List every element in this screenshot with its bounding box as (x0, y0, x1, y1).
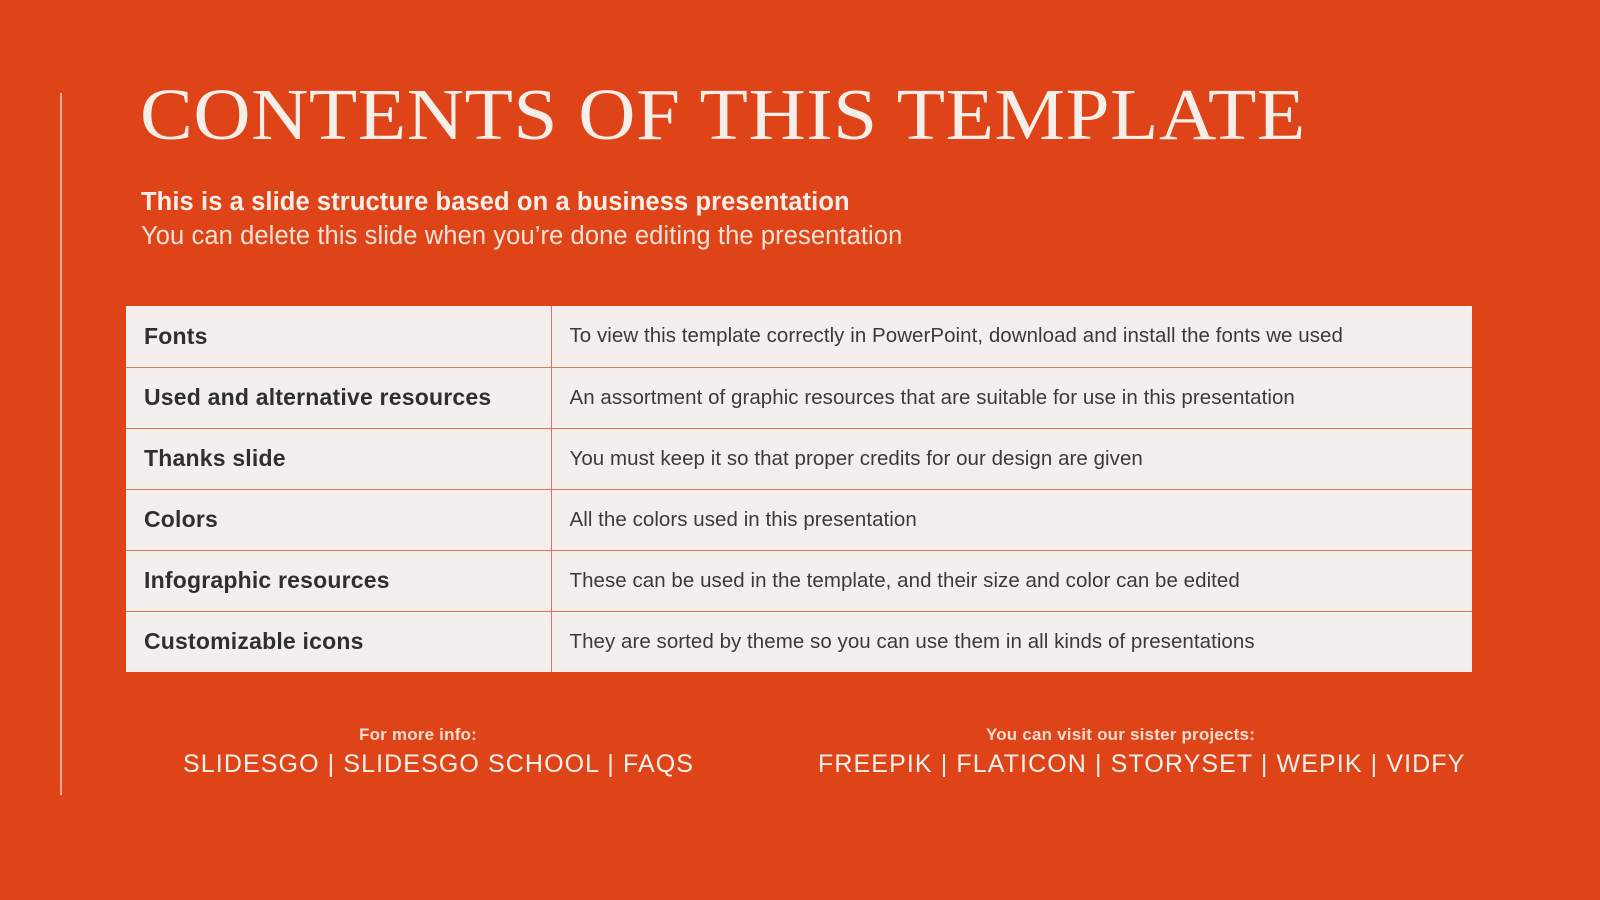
page-title: CONTENTS OF THIS TEMPLATE (140, 74, 1306, 155)
subtitle-block (141, 186, 1341, 253)
footer-more-info-caption: For more info: (358, 725, 477, 744)
subtitle-primary: This is a slide structure based on a business presentation (141, 188, 850, 216)
table-row (126, 611, 1472, 672)
footer-separator: | (1095, 749, 1103, 778)
footer-separator: | (940, 749, 949, 778)
link-flaticon[interactable]: FLATICON (956, 749, 1087, 778)
footer-sister-projects-caption: You can visit our sister projects: (985, 725, 1256, 744)
link-freepik[interactable]: FREEPIK (818, 749, 933, 778)
table-cell-topic: Fonts (126, 306, 551, 367)
table-cell-topic: Infographic resources (126, 550, 551, 611)
link-slidesgo-school[interactable]: SLIDESGO SCHOOL (343, 749, 600, 778)
table-cell-description: All the colors used in this presentation (551, 489, 1472, 550)
footer-separator: | (1370, 749, 1379, 778)
link-slidesgo[interactable]: SLIDESGO (183, 749, 320, 778)
table-cell-topic: Thanks slide (126, 428, 551, 489)
table-cell-description: To view this template correctly in PowerPoint, download and install the fonts we used (551, 306, 1472, 367)
table-cell-description: An assortment of graphic resources that are suitable for use in this presentation (551, 367, 1472, 428)
footer-sister-projects-links (818, 747, 1466, 782)
link-storyset[interactable]: STORYSET (1110, 749, 1253, 778)
table-cell-topic: Colors (126, 489, 551, 550)
link-faqs[interactable]: FAQS (622, 749, 695, 778)
table-cell-description: They are sorted by theme so you can use them in all kinds of presentations (551, 611, 1472, 672)
table-row (126, 550, 1472, 611)
table-row (126, 489, 1472, 550)
table-row (126, 367, 1472, 428)
link-wepik[interactable]: WEPIK (1276, 749, 1363, 778)
footer-separator: | (1260, 749, 1269, 778)
table-row (126, 306, 1472, 367)
contents-table-body (126, 306, 1472, 672)
subtitle-secondary: You can delete this slide when you’re done editing the presentation (141, 221, 903, 250)
table-cell-description: These can be used in the template, and their size and color can be edited (551, 550, 1472, 611)
footer-sister-projects-group (818, 724, 1466, 782)
footer-separator: | (607, 749, 615, 778)
link-vidfy[interactable]: VIDFY (1386, 749, 1466, 778)
table-cell-topic: Customizable icons (126, 611, 551, 672)
footer (0, 724, 1600, 782)
contents-table (126, 306, 1472, 672)
table-cell-description: You must keep it so that proper credits for our design are given (551, 428, 1472, 489)
table-cell-topic: Used and alternative resources (126, 367, 551, 428)
table-row (126, 428, 1472, 489)
footer-more-info-group (183, 724, 695, 782)
footer-separator: | (327, 749, 336, 778)
left-vertical-rule (60, 93, 62, 795)
footer-more-info-links (183, 747, 695, 782)
